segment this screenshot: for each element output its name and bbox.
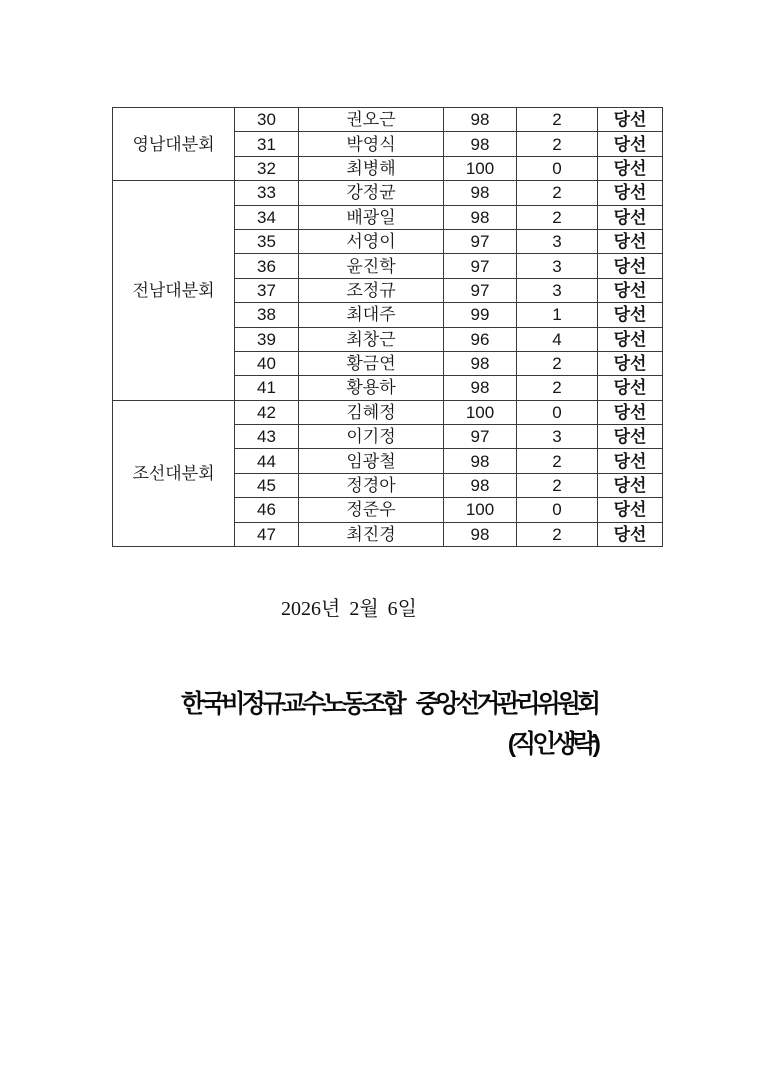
name-cell: 임광철 — [299, 449, 444, 473]
value1-cell: 97 — [444, 229, 517, 253]
value2-cell: 3 — [517, 425, 598, 449]
value1-cell: 97 — [444, 425, 517, 449]
name-cell: 최병해 — [299, 156, 444, 180]
seal-note: (직인생략) — [507, 730, 597, 758]
value1-cell: 100 — [444, 156, 517, 180]
group-cell: 전남대분회 — [113, 181, 235, 401]
result-cell: 당선 — [598, 156, 663, 180]
result-cell: 당선 — [598, 522, 663, 546]
value2-cell: 2 — [517, 181, 598, 205]
value1-cell: 98 — [444, 351, 517, 375]
value2-cell: 2 — [517, 132, 598, 156]
row-number-cell: 34 — [235, 205, 299, 229]
value2-cell: 1 — [517, 303, 598, 327]
organization-name: 한국비정규교수노동조합 중앙선거관리위원회 — [181, 690, 597, 718]
result-cell: 당선 — [598, 108, 663, 132]
result-cell: 당선 — [598, 400, 663, 424]
result-cell: 당선 — [598, 229, 663, 253]
name-cell: 배광일 — [299, 205, 444, 229]
result-cell: 당선 — [598, 132, 663, 156]
result-cell: 당선 — [598, 473, 663, 497]
row-number-cell: 39 — [235, 327, 299, 351]
result-cell: 당선 — [598, 376, 663, 400]
value2-cell: 0 — [517, 498, 598, 522]
name-cell: 서영이 — [299, 229, 444, 253]
value1-cell: 98 — [444, 205, 517, 229]
row-number-cell: 33 — [235, 181, 299, 205]
name-cell: 최대주 — [299, 303, 444, 327]
value1-cell: 98 — [444, 132, 517, 156]
row-number-cell: 47 — [235, 522, 299, 546]
value2-cell: 2 — [517, 522, 598, 546]
value1-cell: 99 — [444, 303, 517, 327]
row-number-cell: 43 — [235, 425, 299, 449]
result-cell: 당선 — [598, 205, 663, 229]
results-table-body — [113, 108, 663, 547]
election-results-table — [112, 107, 663, 547]
value2-cell: 2 — [517, 205, 598, 229]
row-number-cell: 32 — [235, 156, 299, 180]
document-date: 2026년 2월 6일 — [281, 598, 417, 620]
result-cell: 당선 — [598, 425, 663, 449]
row-number-cell: 41 — [235, 376, 299, 400]
value1-cell: 100 — [444, 498, 517, 522]
name-cell: 최창근 — [299, 327, 444, 351]
name-cell: 윤진학 — [299, 254, 444, 278]
name-cell: 정준우 — [299, 498, 444, 522]
table-row — [113, 400, 663, 424]
name-cell: 정경아 — [299, 473, 444, 497]
result-cell: 당선 — [598, 181, 663, 205]
value1-cell: 97 — [444, 278, 517, 302]
value1-cell: 98 — [444, 449, 517, 473]
value2-cell: 4 — [517, 327, 598, 351]
name-cell: 박영식 — [299, 132, 444, 156]
result-cell: 당선 — [598, 498, 663, 522]
table-row — [113, 181, 663, 205]
row-number-cell: 35 — [235, 229, 299, 253]
value2-cell: 0 — [517, 156, 598, 180]
value2-cell: 3 — [517, 254, 598, 278]
value1-cell: 100 — [444, 400, 517, 424]
result-cell: 당선 — [598, 449, 663, 473]
name-cell: 강정균 — [299, 181, 444, 205]
result-cell: 당선 — [598, 254, 663, 278]
value2-cell: 2 — [517, 449, 598, 473]
value2-cell: 3 — [517, 278, 598, 302]
value1-cell: 97 — [444, 254, 517, 278]
value2-cell: 2 — [517, 351, 598, 375]
name-cell: 최진경 — [299, 522, 444, 546]
row-number-cell: 44 — [235, 449, 299, 473]
row-number-cell: 31 — [235, 132, 299, 156]
row-number-cell: 38 — [235, 303, 299, 327]
value2-cell: 2 — [517, 473, 598, 497]
table-row — [113, 108, 663, 132]
value1-cell: 98 — [444, 376, 517, 400]
result-cell: 당선 — [598, 351, 663, 375]
value2-cell: 2 — [517, 376, 598, 400]
row-number-cell: 42 — [235, 400, 299, 424]
name-cell: 이기정 — [299, 425, 444, 449]
name-cell: 김혜정 — [299, 400, 444, 424]
value1-cell: 98 — [444, 473, 517, 497]
result-cell: 당선 — [598, 327, 663, 351]
row-number-cell: 36 — [235, 254, 299, 278]
group-cell: 조선대분회 — [113, 400, 235, 546]
result-cell: 당선 — [598, 278, 663, 302]
value1-cell: 98 — [444, 108, 517, 132]
row-number-cell: 37 — [235, 278, 299, 302]
value1-cell: 98 — [444, 522, 517, 546]
name-cell: 권오근 — [299, 108, 444, 132]
value1-cell: 96 — [444, 327, 517, 351]
value1-cell: 98 — [444, 181, 517, 205]
result-cell: 당선 — [598, 303, 663, 327]
row-number-cell: 45 — [235, 473, 299, 497]
row-number-cell: 46 — [235, 498, 299, 522]
row-number-cell: 40 — [235, 351, 299, 375]
name-cell: 황금연 — [299, 351, 444, 375]
name-cell: 조정규 — [299, 278, 444, 302]
name-cell: 황용하 — [299, 376, 444, 400]
value2-cell: 2 — [517, 108, 598, 132]
group-cell: 영남대분회 — [113, 108, 235, 181]
value2-cell: 0 — [517, 400, 598, 424]
row-number-cell: 30 — [235, 108, 299, 132]
signature-block — [181, 684, 597, 764]
value2-cell: 3 — [517, 229, 598, 253]
